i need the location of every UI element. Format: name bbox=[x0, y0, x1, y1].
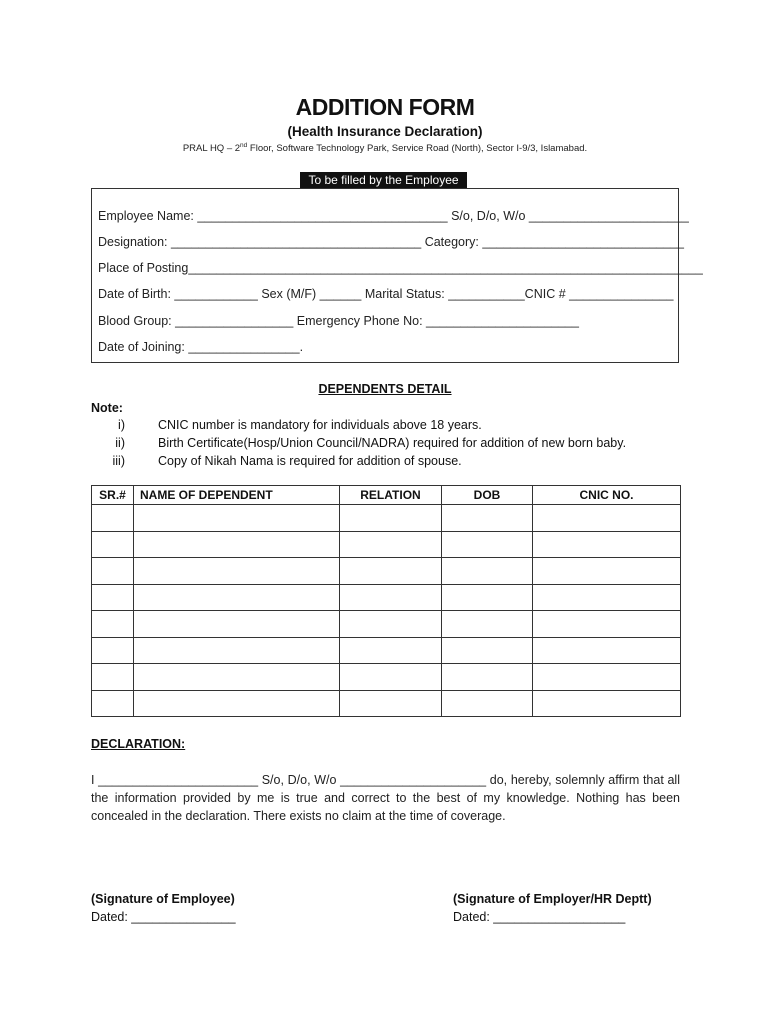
address-start: PRAL HQ – 2 bbox=[182, 143, 241, 155]
date-of-joining-field[interactable]: Date of Joining: ________________. bbox=[98, 340, 304, 354]
table-row bbox=[92, 637, 681, 664]
address-end: Floor, Software Technology Park, Service Road (North), Sector I-9/3, Islamabad. bbox=[247, 143, 588, 155]
column-header-relation: RELATION bbox=[340, 486, 442, 505]
employer-date-field[interactable]: Dated: ___________________ bbox=[453, 910, 626, 924]
table-cell[interactable] bbox=[340, 611, 442, 638]
note-text: Birth Certificate(Hosp/Union Council/NADRA) required for addition of new born baby. bbox=[158, 436, 627, 450]
note-label: Note: bbox=[91, 401, 123, 415]
table-cell[interactable] bbox=[340, 690, 442, 717]
table-cell[interactable] bbox=[134, 558, 340, 585]
dependents-table bbox=[91, 485, 681, 717]
table-cell[interactable] bbox=[340, 531, 442, 558]
table-cell[interactable] bbox=[92, 637, 134, 664]
blood-group-phone-field[interactable]: Blood Group: _________________ Emergency Phone No: ______________________ bbox=[98, 314, 579, 328]
form-title: ADDITION FORM bbox=[295, 94, 475, 120]
table-cell[interactable] bbox=[92, 558, 134, 585]
table-cell[interactable] bbox=[340, 505, 442, 532]
table-row bbox=[92, 584, 681, 611]
table-cell[interactable] bbox=[92, 584, 134, 611]
table-row bbox=[92, 531, 681, 558]
office-address bbox=[0, 142, 770, 154]
employee-section-banner: To be filled by the Employee bbox=[300, 172, 467, 188]
table-cell[interactable] bbox=[92, 611, 134, 638]
declaration-text[interactable]: I _______________________ S/o, D/o, W/o _____________________ do, hereby, solemnly affirm that all the information provided by me is true and correct to the best of my knowledge. Nothing has been concealed in the declaration. There exists no claim at the time of coverage. bbox=[91, 773, 680, 823]
table-cell[interactable] bbox=[92, 531, 134, 558]
table-cell[interactable] bbox=[92, 690, 134, 717]
note-text: CNIC number is mandatory for individuals above 18 years. bbox=[158, 418, 482, 432]
table-row bbox=[92, 505, 681, 532]
table-cell[interactable] bbox=[442, 690, 533, 717]
table-cell[interactable] bbox=[442, 584, 533, 611]
table-cell[interactable] bbox=[134, 584, 340, 611]
column-header-name: NAME OF DEPENDENT bbox=[134, 486, 340, 505]
column-header-sr: SR.# bbox=[92, 486, 134, 505]
employee-signature-label: (Signature of Employee) bbox=[91, 892, 235, 906]
note-number: iii) bbox=[112, 454, 125, 468]
table-cell[interactable] bbox=[533, 611, 681, 638]
table-cell[interactable] bbox=[533, 558, 681, 585]
table-cell[interactable] bbox=[533, 505, 681, 532]
table-header-row bbox=[92, 486, 681, 505]
table-cell[interactable] bbox=[340, 637, 442, 664]
table-cell[interactable] bbox=[134, 505, 340, 532]
declaration-heading: DECLARATION: bbox=[91, 737, 186, 751]
table-cell[interactable] bbox=[340, 584, 442, 611]
form-subtitle: (Health Insurance Declaration) bbox=[287, 124, 483, 139]
table-cell[interactable] bbox=[134, 690, 340, 717]
table-cell[interactable] bbox=[134, 531, 340, 558]
table-cell[interactable] bbox=[533, 637, 681, 664]
column-header-cnic: CNIC NO. bbox=[533, 486, 681, 505]
table-cell[interactable] bbox=[442, 611, 533, 638]
table-cell[interactable] bbox=[134, 611, 340, 638]
table-cell[interactable] bbox=[533, 664, 681, 691]
table-row bbox=[92, 690, 681, 717]
table-cell[interactable] bbox=[442, 505, 533, 532]
employee-name-field[interactable]: Employee Name: ____________________________________ S/o, D/o, W/o _______________________ bbox=[98, 209, 689, 223]
table-cell[interactable] bbox=[340, 664, 442, 691]
employer-signature-label: (Signature of Employer/HR Deptt) bbox=[453, 892, 652, 906]
table-cell[interactable] bbox=[442, 558, 533, 585]
table-cell[interactable] bbox=[442, 637, 533, 664]
table-cell[interactable] bbox=[533, 584, 681, 611]
place-of-posting-field[interactable]: Place of Posting__________________________________________________________________________ bbox=[98, 261, 703, 275]
table-row bbox=[92, 664, 681, 691]
address-superscript: nd bbox=[240, 142, 248, 149]
table-cell[interactable] bbox=[134, 664, 340, 691]
table-cell[interactable] bbox=[92, 505, 134, 532]
designation-field[interactable]: Designation: ____________________________________ Category: _____________________________ bbox=[98, 235, 684, 249]
table-cell[interactable] bbox=[442, 664, 533, 691]
table-cell[interactable] bbox=[92, 664, 134, 691]
birth-sex-marital-cnic-field[interactable]: Date of Birth: ____________ Sex (M/F) ______ Marital Status: ___________CNIC # _______________ bbox=[98, 287, 674, 301]
column-header-dob: DOB bbox=[442, 486, 533, 505]
dependents-heading: DEPENDENTS DETAIL bbox=[318, 382, 452, 396]
table-cell[interactable] bbox=[134, 637, 340, 664]
table-row bbox=[92, 611, 681, 638]
table-cell[interactable] bbox=[340, 558, 442, 585]
table-cell[interactable] bbox=[533, 531, 681, 558]
note-number: ii) bbox=[115, 436, 125, 450]
table-cell[interactable] bbox=[533, 690, 681, 717]
table-cell[interactable] bbox=[442, 531, 533, 558]
note-number: i) bbox=[118, 418, 125, 432]
employee-date-field[interactable]: Dated: _______________ bbox=[91, 910, 236, 924]
table-row bbox=[92, 558, 681, 585]
note-text: Copy of Nikah Nama is required for addition of spouse. bbox=[158, 454, 462, 468]
